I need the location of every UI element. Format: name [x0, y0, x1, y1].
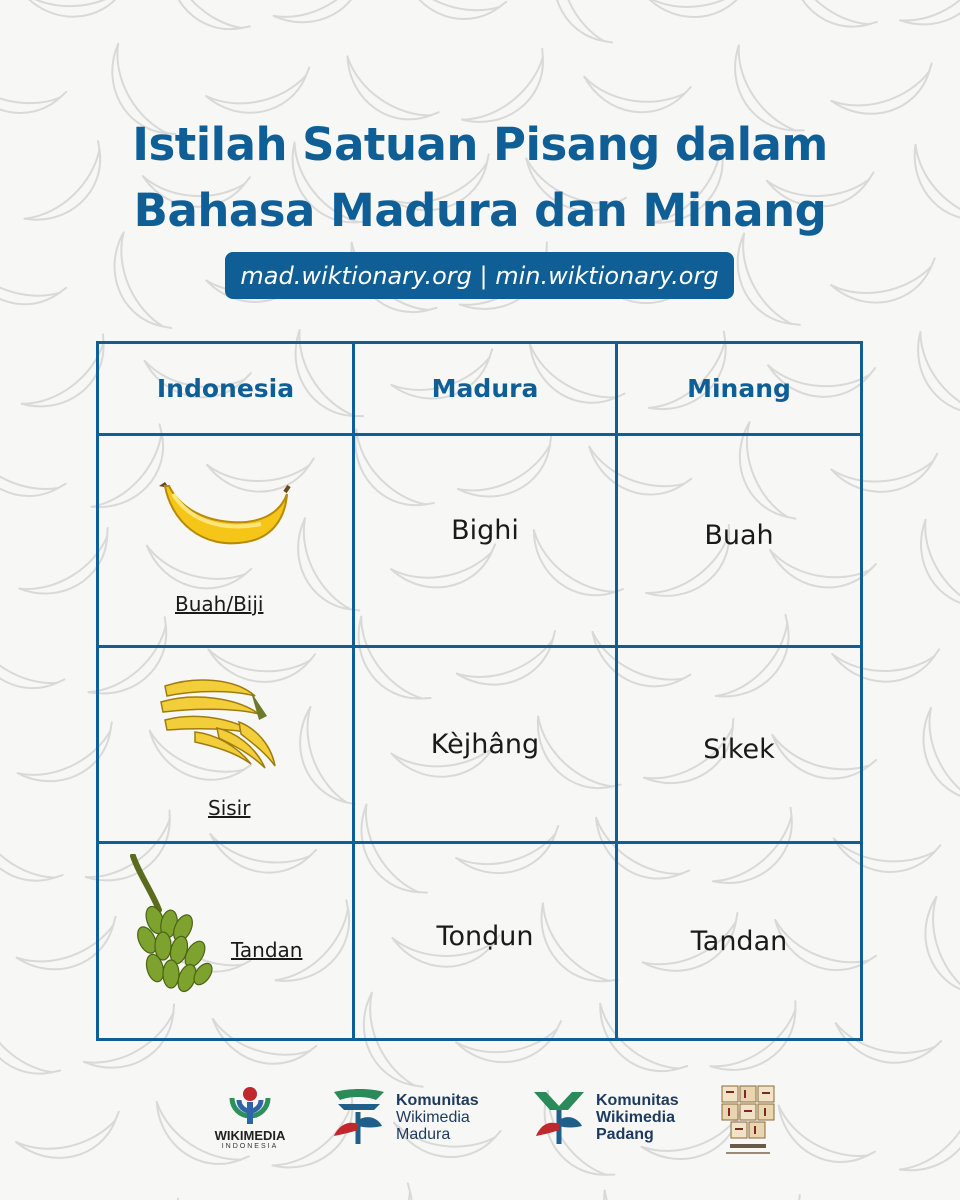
header-cell-minang	[618, 344, 860, 436]
unit-label-tandan[interactable]: Tandan	[231, 938, 303, 962]
banana-bunch-image	[125, 854, 225, 1004]
madura-value-1: Bighi	[451, 515, 519, 546]
padang-logo-line1: Komunitas	[596, 1092, 679, 1109]
table-row-1-madura	[355, 436, 618, 648]
padang-community-icon	[532, 1088, 586, 1148]
banana-hand-image	[155, 672, 285, 772]
single-banana-image	[151, 480, 291, 560]
wikimedia-name: WIKIMEDIA	[214, 1128, 286, 1143]
header-madura: Madura	[431, 374, 539, 403]
wikimedia-icon	[226, 1084, 274, 1128]
header-cell-indonesia	[99, 344, 355, 436]
wikioca-puzzle-icon	[716, 1082, 780, 1162]
wikioca-logo	[716, 1082, 780, 1162]
header-cell-madura	[355, 344, 618, 436]
table-row-3-madura	[355, 844, 618, 1038]
minang-value-1: Buah	[704, 520, 774, 551]
madura-logo-line2: Wikimedia	[396, 1109, 470, 1126]
table-row-3-minang	[618, 844, 860, 1038]
banana-units-table	[96, 341, 863, 1041]
wiktionary-url-badge: mad.wiktionary.org | min.wiktionary.org	[225, 252, 734, 299]
header-indonesia: Indonesia	[156, 374, 295, 403]
table-row-1-minang	[618, 436, 860, 648]
page-title	[0, 112, 960, 244]
madura-community-icon	[330, 1086, 386, 1148]
table-row-1-indonesia	[99, 436, 355, 648]
title-line-1: Istilah Satuan Pisang dalam	[132, 118, 828, 171]
wikimedia-indonesia-logo	[200, 1080, 300, 1160]
table-row-3-indonesia	[99, 844, 355, 1038]
unit-label-sisir[interactable]: Sisir	[208, 796, 251, 820]
padang-logo-line3: Padang	[596, 1126, 654, 1143]
padang-logo-line2: Wikimedia	[596, 1109, 675, 1126]
table-row-2-madura	[355, 648, 618, 844]
table-row-2-indonesia	[99, 648, 355, 844]
komunitas-madura-logo	[330, 1086, 510, 1156]
madura-value-3: Tonḍun	[436, 920, 534, 952]
komunitas-padang-logo	[532, 1088, 702, 1158]
wikimedia-sub: INDONESIA	[221, 1143, 279, 1150]
title-line-2: Bahasa Madura dan Minang	[133, 184, 827, 237]
header-minang: Minang	[687, 374, 791, 403]
table-row-2-minang	[618, 648, 860, 844]
unit-label-buah-biji[interactable]: Buah/Biji	[175, 592, 264, 616]
madura-logo-line1: Komunitas	[396, 1092, 479, 1109]
minang-value-2: Sikek	[703, 734, 775, 765]
madura-value-2: Kèjhâng	[430, 729, 540, 760]
minang-value-3: Tandan	[690, 925, 788, 957]
partner-logos	[0, 1080, 960, 1170]
madura-logo-line3: Madura	[396, 1126, 451, 1143]
